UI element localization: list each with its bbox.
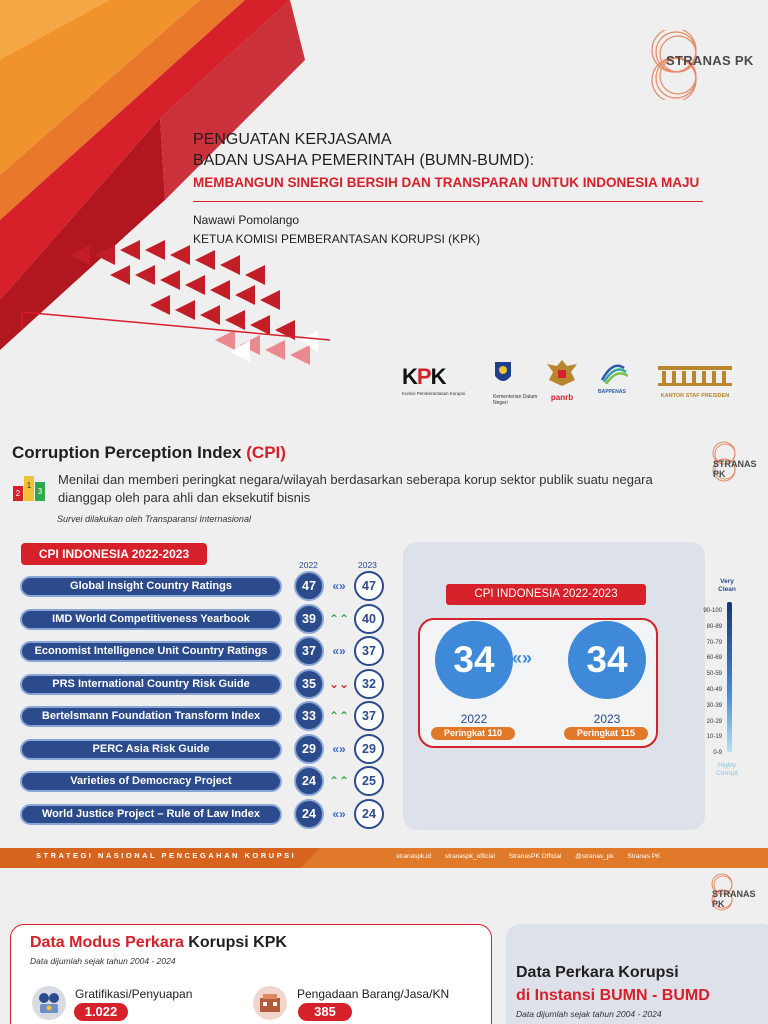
score-2022-bubble: 33 <box>294 701 324 731</box>
modus-title-accent: Data Modus Perkara <box>30 934 189 951</box>
stranas-pk-logo-text: STRANAS PK <box>713 459 757 479</box>
modus-label-pengadaan: Pengadaan Barang/Jasa/KN <box>297 987 450 1001</box>
scale-tick-label: 50-59 <box>706 671 722 678</box>
scale-bottom-label: Highly Corrupt <box>716 762 738 777</box>
bumn-panel-subtitle: di Instansi BUMN - BUMD <box>516 987 710 1004</box>
garuda-emblem-icon <box>545 358 579 388</box>
kemendagri-emblem-icon <box>493 360 513 386</box>
cpi-source-bar: Bertelsmann Foundation Transform Index <box>20 706 282 727</box>
bumn-panel-title: Data Perkara Korupsi <box>516 964 679 981</box>
cpi-source-bar: PRS International Country Risk Guide <box>20 674 282 695</box>
svg-text:3: 3 <box>37 487 43 496</box>
presenter-role: KETUA KOMISI PEMBERANTASAN KORUPSI (KPK) <box>193 232 481 246</box>
cpi-source-bar: Economist Intelligence Unit Country Ratings <box>20 641 282 662</box>
modus-card-title <box>30 934 287 952</box>
bumn-panel-note: Data dijumlah sejak tahun 2004 - 2024 <box>516 1009 662 1019</box>
trend-up-icon: ⌃⌃ <box>328 612 350 626</box>
cpi-source-bar: Varieties of Democracy Project <box>20 771 282 792</box>
panrb-logo-caption: panrb <box>550 393 574 402</box>
score-2023-bubble: 32 <box>354 669 384 699</box>
slide-subtitle: MEMBANGUN SINERGI BERSIH DAN TRANSPARAN UNTUK INDONESIA MAJU <box>193 175 700 190</box>
scale-tick-label: 10-19 <box>706 734 722 741</box>
score-2022-bubble: 24 <box>294 799 324 829</box>
cpi-title-accent: (CPI) <box>246 443 286 462</box>
cpi-year-2023: 2023 <box>593 712 621 726</box>
panrb-logo <box>545 358 579 402</box>
column-year-2023: 2023 <box>358 560 377 570</box>
cpi-source-bar: World Justice Project – Rule of Law Index <box>20 804 282 825</box>
slide-title-line-1: PENGUATAN KERJASAMA <box>193 131 392 148</box>
scale-tick-label: 80-89 <box>706 623 722 630</box>
procurement-icon <box>253 986 287 1020</box>
title-divider <box>193 201 703 202</box>
rank-2023-badge: Peringkat 115 <box>564 727 648 740</box>
twitter-link[interactable]: @stranas_pk <box>575 853 614 860</box>
cpi-score-2023: 34 <box>568 621 646 699</box>
cpi-description: Menilai dan memberi peringkat negara/wilayah berdasarkan seberapa korup sektor publik suatu negara dianggap oleh para ahli dan eksekutif bisnis <box>58 472 653 505</box>
cpi-title-text: Corruption Perception Index <box>12 443 247 462</box>
score-2023-bubble: 47 <box>354 571 384 601</box>
cpi-score-2022: 34 <box>435 621 513 699</box>
equal-arrows-icon: «» <box>512 648 533 668</box>
footer-tagline: STRATEGI NASIONAL PENCEGAHAN KORUPSI <box>36 851 297 860</box>
score-2023-bubble: 40 <box>354 604 384 634</box>
modus-value-gratifikasi: 1.022 <box>74 1003 128 1021</box>
score-2022-bubble: 29 <box>294 734 324 764</box>
title-slide <box>0 0 768 432</box>
kpk-logo-word: KPK <box>402 364 446 389</box>
ksp-logo <box>656 362 734 399</box>
facebook-link[interactable]: Stranas PK <box>627 853 661 860</box>
scale-tick-label: 90-100 <box>703 608 722 614</box>
cpi-slide-title <box>12 443 286 463</box>
score-2022-bubble: 24 <box>294 766 324 796</box>
trend-same-icon: «» <box>332 807 346 821</box>
stranas-pk-logo-text: STRANAS PK <box>712 889 756 909</box>
cpi-source-bar: PERC Asia Risk Guide <box>20 739 282 760</box>
score-2023-bubble: 25 <box>354 766 384 796</box>
youtube-link[interactable]: StranasPK Official <box>508 853 562 860</box>
stranas-pk-logo-text: STRANAS PK <box>666 53 754 68</box>
score-2022-bubble: 47 <box>294 571 324 601</box>
cpi-panel-header: CPI INDONESIA 2022-2023 <box>446 584 646 605</box>
modus-card-note: Data dijumlah sejak tahun 2004 - 2024 <box>30 956 176 966</box>
bappenas-logo-caption: BAPPENAS <box>598 389 626 395</box>
cpi-slide <box>0 432 768 868</box>
column-year-2022: 2022 <box>299 560 318 570</box>
kpk-logo-caption: Komisi Pemberantasan Korupsi <box>402 391 466 396</box>
cpi-year-2022: 2022 <box>460 712 488 726</box>
slide-title-line-2: BADAN USAHA PEMERINTAH (BUMN-BUMD): <box>193 152 535 169</box>
score-2023-bubble: 29 <box>354 734 384 764</box>
trend-up-icon: ⌃⌃ <box>328 774 350 788</box>
svg-text:2: 2 <box>15 489 21 498</box>
score-2023-bubble: 37 <box>354 636 384 666</box>
score-2023-bubble: 24 <box>354 799 384 829</box>
modus-label-gratifikasi: Gratifikasi/Penyuapan <box>75 987 193 1001</box>
footer-social-links <box>396 853 672 860</box>
case-data-slide <box>0 868 768 1024</box>
cpi-color-scale <box>727 602 732 752</box>
svg-text:1: 1 <box>26 481 32 490</box>
rank-2022-badge: Peringkat 110 <box>431 727 515 740</box>
survey-note: Survei dilakukan oleh Transparansi Internasional <box>57 514 251 524</box>
scale-tick-label: 0-9 <box>713 750 722 757</box>
scale-tick-label: 20-29 <box>706 718 722 725</box>
scale-tick-label: 70-79 <box>706 639 722 646</box>
trend-same-icon: «» <box>332 742 346 756</box>
bappenas-emblem-icon <box>598 358 628 384</box>
bappenas-logo <box>598 358 650 395</box>
instagram-link[interactable]: stranaspk_official <box>444 853 495 860</box>
score-2022-bubble: 37 <box>294 636 324 666</box>
score-2023-bubble: 37 <box>354 701 384 731</box>
scale-top-label: Very Clean <box>718 578 736 593</box>
cpi-source-bar: IMD World Competitiveness Yearbook <box>20 609 282 630</box>
scale-tick-label: 30-39 <box>706 702 722 709</box>
scale-tick-label: 40-49 <box>706 687 722 693</box>
website-link[interactable]: stranaspk.id <box>396 853 432 860</box>
cpi-source-bar: Global Insight Country Ratings <box>20 576 282 597</box>
kpk-logo <box>402 364 465 396</box>
trend-down-icon: ⌄⌄ <box>328 677 350 691</box>
trend-up-icon: ⌃⌃ <box>328 709 350 723</box>
score-2022-bubble: 35 <box>294 669 324 699</box>
cpi-list-header: CPI INDONESIA 2022-2023 <box>21 543 207 565</box>
podium-chart-icon <box>12 472 46 502</box>
modus-title-text: Korupsi KPK <box>188 934 287 951</box>
presenter-name: Nawawi Pomolango <box>193 213 300 227</box>
trend-same-icon: «» <box>332 579 346 593</box>
scale-tick-label: 60-69 <box>706 655 722 662</box>
ksp-building-icon <box>656 362 734 386</box>
bribery-icon <box>32 986 66 1020</box>
modus-value-pengadaan: 385 <box>298 1003 352 1021</box>
trend-same-icon: «» <box>332 644 346 658</box>
kemendagri-logo <box>493 360 539 406</box>
score-2022-bubble: 39 <box>294 604 324 634</box>
ksp-logo-caption: KANTOR STAF PRESIDEN <box>660 393 730 399</box>
kemendagri-logo-caption: Kementerian Dalam Negeri <box>493 394 538 406</box>
